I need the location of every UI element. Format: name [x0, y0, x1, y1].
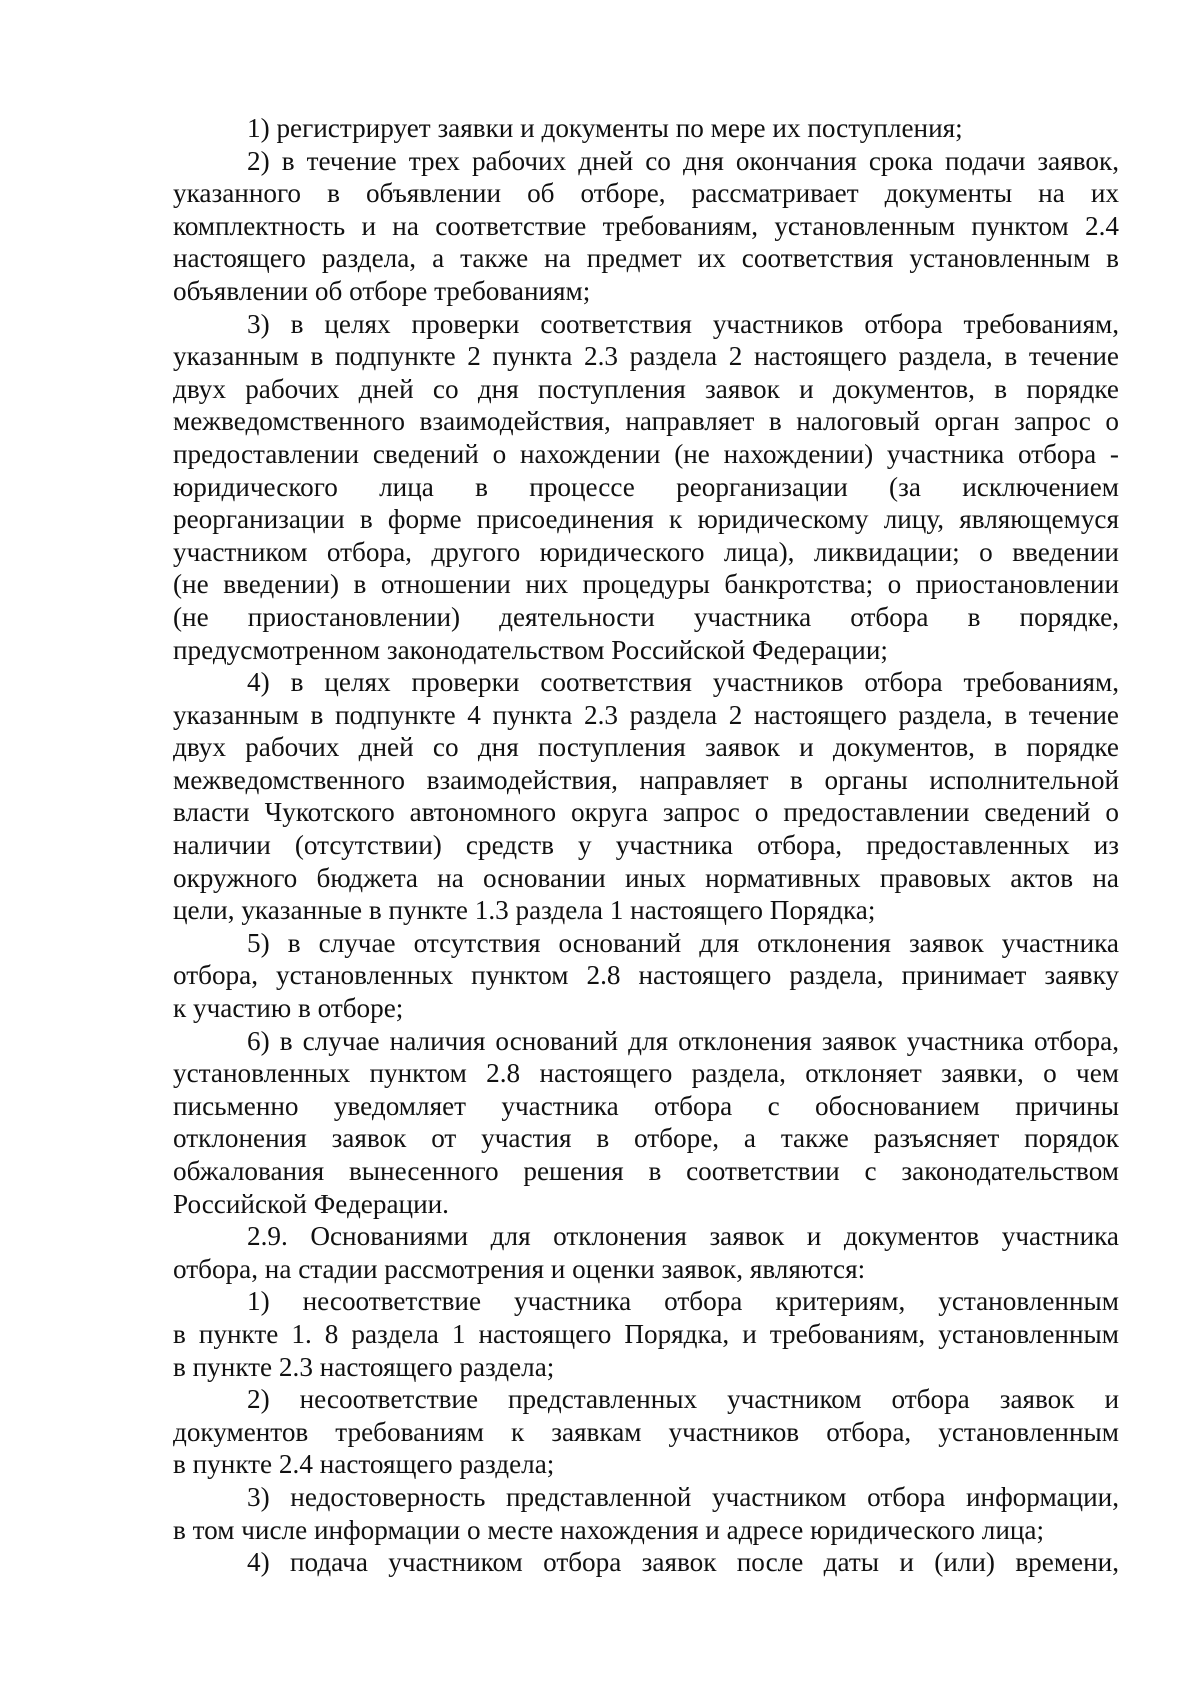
document-line: предоставлении сведений о нахождении (не нахождении) участника отбора - [173, 438, 1119, 469]
document-line: 4) в целях проверки соответствия участников отбора требованиям, [247, 667, 1119, 698]
document-line: предусмотренном законодательством Российской Федерации; [173, 634, 888, 665]
document-line: отклонения заявок от участия в отборе, а также разъясняет порядок [173, 1123, 1119, 1154]
document-line: обжалования вынесенного решения в соответствии с законодательством [173, 1156, 1119, 1186]
document-body [173, 112, 1119, 1579]
document-line: в пункте 1. 8 раздела 1 настоящего Порядка, и требованиям, установленным [173, 1318, 1119, 1349]
document-line: объявлении об отборе требованиям; [173, 275, 591, 306]
document-line: указанным в подпункте 4 пункта 2.3 раздела 2 настоящего раздела, в течение [173, 699, 1119, 730]
document-line: 2) в течение трех рабочих дней со дня окончания срока подачи заявок, [247, 145, 1119, 176]
document-line: двух рабочих дней со дня поступления заявок и документов, в порядке [173, 732, 1119, 763]
document-line: реорганизации в форме присоединения к юридическому лицу, являющемуся [173, 504, 1119, 535]
document-line: окружного бюджета на основании иных нормативных правовых актов на [173, 862, 1119, 893]
document-line: в пункте 2.4 настоящего раздела; [173, 1449, 555, 1480]
document-line: (не введении) в отношении них процедуры банкротства; о приостановлении [173, 569, 1119, 600]
document-line: отбора, установленных пунктом 2.8 настоящего раздела, принимает заявку [173, 960, 1119, 991]
document-line: 3) в целях проверки соответствия участников отбора требованиям, [247, 308, 1119, 339]
document-line: межведомственного взаимодействия, направляет в налоговый орган запрос о [173, 406, 1119, 437]
document-line: власти Чукотского автономного округа запрос о предоставлении сведений о [173, 797, 1119, 828]
document-line: настоящего раздела, а также на предмет их соответствия установленным в [173, 243, 1119, 274]
document-line: отбора, на стадии рассмотрения и оценки заявок, являются: [173, 1253, 866, 1284]
document-line: указанным в подпункте 2 пункта 2.3 раздела 2 настоящего раздела, в течение [173, 341, 1119, 372]
document-line: межведомственного взаимодействия, направляет в органы исполнительной [173, 764, 1119, 795]
document-line: комплектность и на соответствие требованиям, установленным пунктом 2.4 [173, 210, 1119, 241]
document-line: в том числе информации о месте нахождения и адресе юридического лица; [173, 1514, 1045, 1545]
document-line: двух рабочих дней со дня поступления заявок и документов, в порядке [173, 373, 1119, 404]
document-line: письменно уведомляет участника отбора с обоснованием причины [173, 1090, 1119, 1121]
document-line: 3) недостоверность представленной участником отбора информации, [247, 1481, 1119, 1512]
document-line: в пункте 2.3 настоящего раздела; [173, 1351, 555, 1382]
document-line: документов требованиям к заявкам участников отбора, установленным [173, 1416, 1119, 1447]
document-line: 2.9. Основаниями для отклонения заявок и документов участника [247, 1221, 1119, 1252]
document-line: 1) несоответствие участника отбора критериям, установленным [247, 1286, 1119, 1317]
document-line: 1) регистрирует заявки и документы по мере их поступления; [247, 113, 963, 143]
document-line: 4) подача участником отбора заявок после даты и (или) времени, [247, 1547, 1119, 1578]
document-line: наличии (отсутствии) средств у участника отбора, предоставленных из [173, 830, 1119, 861]
document-line: (не приостановлении) деятельности участника отбора в порядке, [173, 601, 1119, 632]
document-line: установленных пунктом 2.8 настоящего раздела, отклоняет заявки, о чем [173, 1058, 1119, 1089]
document-line: 2) несоответствие представленных участником отбора заявок и [247, 1384, 1119, 1415]
document-line: 5) в случае отсутствия оснований для отклонения заявок участника [247, 927, 1119, 958]
document-line: к участию в отборе; [173, 993, 404, 1024]
document-line: 6) в случае наличия оснований для отклонения заявок участника отбора, [247, 1025, 1119, 1056]
document-line: цели, указанные в пункте 1.3 раздела 1 настоящего Порядка; [173, 895, 876, 926]
document-line: Российской Федерации. [173, 1188, 449, 1219]
document-line: указанного в объявлении об отборе, рассматривает документы на их [173, 178, 1119, 209]
document-line: юридического лица в процессе реорганизации (за исключением [173, 471, 1119, 502]
document-line: участником отбора, другого юридического лица), ликвидации; о введении [173, 536, 1119, 567]
